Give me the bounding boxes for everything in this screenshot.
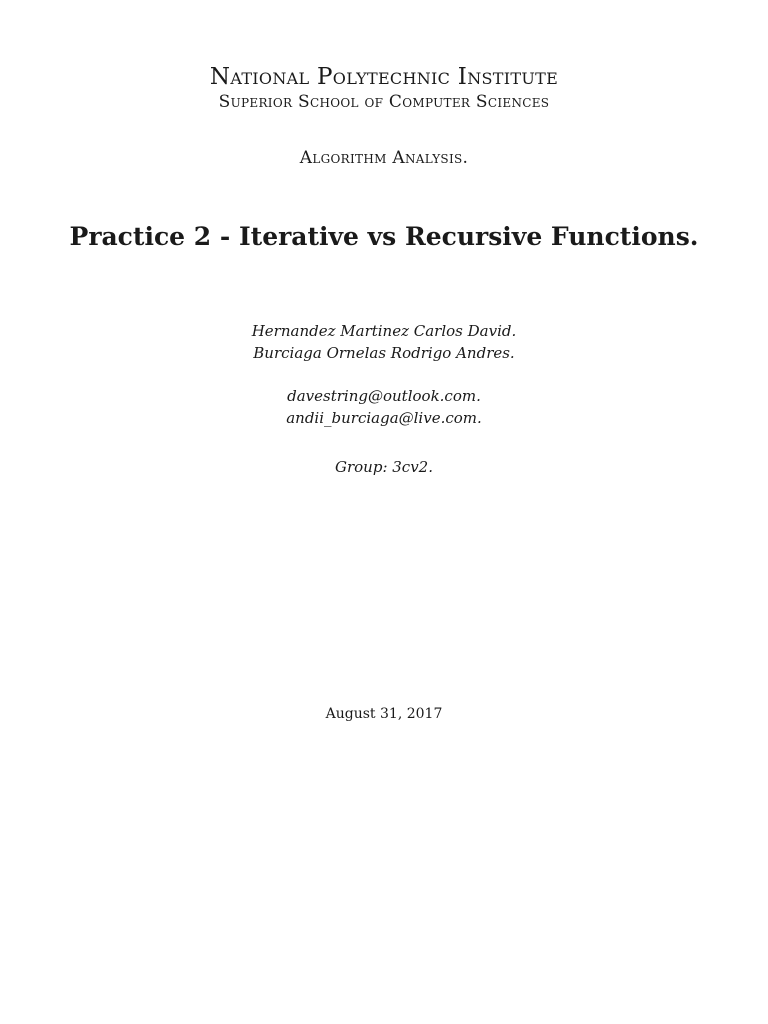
group-label: Group: 3cv2.: [335, 458, 433, 476]
course-name: Algorithm Analysis.: [299, 148, 469, 168]
institute-name: National Polytechnic Institute: [209, 64, 559, 90]
author-email: davestring@outlook.com.: [287, 387, 481, 405]
school-name: Superior School of Computer Sciences: [218, 92, 550, 112]
document-title: Practice 2 - Iterative vs Recursive Functions.: [69, 222, 699, 251]
author-email: andii_burciaga@live.com.: [286, 409, 482, 427]
document-date: August 31, 2017: [325, 706, 443, 722]
author-name: Burciaga Ornelas Rodrigo Andres.: [253, 344, 515, 362]
author-name: Hernandez Martinez Carlos David.: [251, 322, 517, 340]
